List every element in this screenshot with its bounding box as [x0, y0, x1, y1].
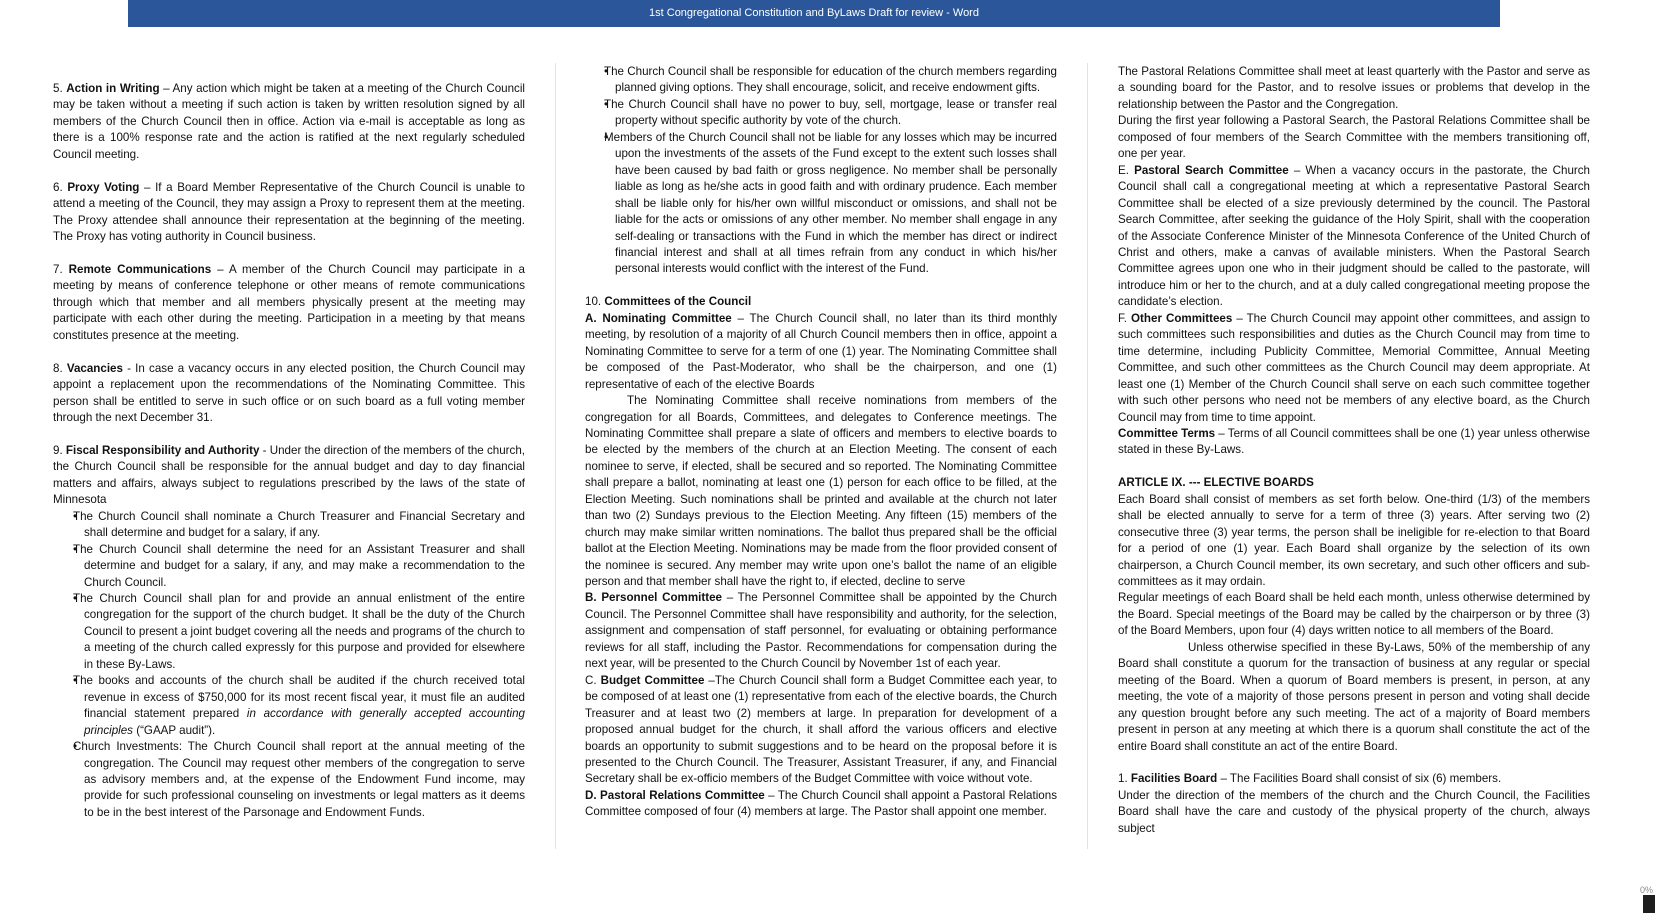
- section-number: 5.: [53, 82, 67, 95]
- committee-b: [585, 590, 1057, 672]
- section-text: – If a Board Member Representative of the Church Council is unable to attend a meeting of the Council, they may assign a Proxy to represent them at the meeting. The Proxy attendee shall announce their representation at the beginning of the meeting. The Proxy has voting authority in Council business.: [53, 180, 526, 244]
- section-text: - In case a vacancy occurs in any elected position, the Church Council may appoint a replacement upon the recommendations of the Nominating Committee. This person shall be entitled to serve in such office or on such board as a full voting member through the next December 31.: [53, 361, 525, 425]
- nominating-paragraph: The Nominating Committee shall receive nominations from members of the congregation for all Boards, Committees, and delegates to Conference meetings. The Nominating Committee shall prepare a slate of officers and members to elective boards to be elected by the members of the church at an Election Meeting. The consent of each nominee to serve, if elected, shall be secured and so reported. The Nominating Committee shall prepare a ballot, nominating at least one (1) person for each office to be filled, at the Election Meeting. Such nominations shall be printed and available at the church not later than two (2) Sundays previous to the Election Meeting. Any fifteen (15) members of the church may make similar written nominations. The ballot thus prepared shall be the official ballot at the Election Meeting. Nominations may be made from the floor provided consent of the nominee is secured. Any member may write upon one’s ballot the name of an eligible person and that member shall have the right to, if elected, decline to serve: [585, 394, 1057, 589]
- section-text: – The Facilities Board shall consist of six (6) members.: [1217, 772, 1502, 786]
- item-heading: Nominating Committee: [602, 311, 732, 325]
- item-heading: Committee Terms: [1118, 426, 1216, 440]
- item-text: – The Church Council shall appoint a Pastoral Relations Committee composed of four (4) members at large. The Pastor shall appoint one member.: [585, 788, 1057, 819]
- audit-text: The books and accounts of the church shall be audited if the church received total revenue in excess of $750,000 for its most recent fiscal year, it must file an audited financial statement prepared: [73, 674, 525, 721]
- item-heading: Pastoral Search Committee: [1134, 163, 1289, 177]
- list-item: • The Church Council shall have no power to buy, sell, mortgage, lease or transfer real property without specific authority by vote of the church.: [585, 97, 1057, 130]
- item-letter: D.: [585, 788, 601, 802]
- section-heading: Action in Writing: [66, 82, 160, 95]
- section-heading: Proxy Voting: [67, 180, 140, 194]
- section-number: 1.: [1118, 772, 1131, 786]
- title-bar: [128, 0, 1500, 27]
- list-item: • Church Investments: The Church Council shall report at the annual meeting of the congregation. The Council may request other members of the congregation to serve as advisory members and, at the expense of the Endowment Fund income, may provide for such professional counseling on investments or legal matters as it deems to be in the best interest of the Parsonage and Endowment Funds.: [53, 739, 525, 821]
- item-heading: Budget Committee: [600, 673, 705, 687]
- section-text: – A member of the Church Council may participate in a meeting by means of conference telephone or other means of remote communications through which that member and all members physically present at the meeting may participate with each other during the meeting. Participation in a meeting by that means constitutes presence at the meeting.: [53, 262, 526, 342]
- document-column-1: [53, 81, 525, 821]
- item-letter: B.: [585, 591, 602, 605]
- section-6: [53, 180, 525, 246]
- section-heading: Committees of the Council: [604, 295, 752, 309]
- section-number: 10.: [585, 295, 605, 309]
- boards-paragraph: Under the direction of the members of the church and the Church Council, the Facilities Board shall have the care and custody of the physical property of the church, always subject: [1118, 788, 1590, 835]
- item-letter: F.: [1118, 311, 1132, 325]
- column-divider: [1087, 63, 1088, 849]
- item-text: – The Personnel Committee shall be appointed by the Church Council. The Personnel Committee shall have responsibility and authority, for the selection, assignment and compensation of staff personnel, for evaluating or obtaining performance reviews for all staff, including the Pastor. Recommendations for compensation during the next year, will be presented to the Church Council by November 1st of each year.: [585, 591, 1057, 671]
- fiscal-bullet-list: [53, 509, 525, 822]
- section-7: [53, 262, 525, 344]
- section-8: [53, 361, 525, 427]
- list-item: • The Church Council shall determine the need for an Assistant Treasurer and shall determine and budget for a salary, if any, and may make a recommendation to the Church Council.: [53, 542, 525, 591]
- status-bar-corner: [1643, 895, 1655, 913]
- article-heading: [1118, 475, 1590, 491]
- committee-f: [1118, 311, 1590, 426]
- section-heading: Vacancies: [66, 361, 123, 375]
- document-column-2: [585, 64, 1057, 821]
- section-9: [53, 443, 525, 509]
- committee-d: [585, 788, 1057, 821]
- item-letter: A.: [585, 311, 603, 325]
- boards-paragraph: Unless otherwise specified in these By-Laws, 50% of the membership of any Board shall constitute a quorum for the transaction of business at any regular or special meeting of the Board. When a quorum of Board members is present, in person, at any meeting, the vote of a majority of those persons present in person and voting shall decide any question brought before any such meeting. The act of a majority of Board members present in person at any meeting at which there is a quorum shall constitute the act of the entire Board shall constitute an act of the entire Board.: [1118, 640, 1590, 753]
- committee-e: [1118, 163, 1590, 311]
- pastoral-paragraph: During the first year following a Pastoral Search, the Pastoral Relations Committee shall be composed of four members of the Search Committee with the members transitioning off, one per year.: [1118, 114, 1590, 161]
- item-heading: Personnel Committee: [601, 591, 722, 605]
- section-heading: Remote Communications: [68, 262, 212, 276]
- list-item: • Members of the Church Council shall not be liable for any losses which may be incurred upon the investments of the assets of the Fund except to the extent such losses shall have been caused by bad faith or gross negligence. No member shall be personally liable as long as he/she acts in good faith and with ordinary prudence. Each member shall be liable only for his/her own willful misconduct or omissions, and shall not be liable for the acts or omissions of any other member. No member shall engage in any self-dealing or transactions with the Fund in which the member has direct or indirect financial interest and shall at all times refrain from any conduct in which his/her personal interests would conflict with the interest of the Fund.: [585, 130, 1057, 278]
- article-title: ARTICLE IX. --- ELECTIVE BOARDS: [1118, 476, 1314, 490]
- section-number: 8.: [53, 361, 67, 375]
- boards-paragraph: Regular meetings of each Board shall be held each month, unless otherwise determined by the Board. Special meetings of the Board may be called by the chairperson or by three (3) of the Board Members, upon four (4) days written notice to all members of the Board.: [1118, 591, 1590, 638]
- item-letter: C.: [585, 673, 601, 687]
- item-text: –The Church Council shall form a Budget Committee each year, to be composed of at least one (1) representative from each of the elective boards, the Church Treasurer and at least two (2) members at large. In preparation for development of a proposed annual budget for the church, it shall afford the various officers and elective boards an opportunity to submit suggestions and to be heard on the proposal before it is presented to the Church Council. The Treasurer, Assistant Treasurer, if any, and Financial Secretary shall be ex-officio members of the Budget Committee with voice without vote.: [585, 673, 1057, 786]
- item-text: – Terms of all Council committees shall be one (1) year unless otherwise stated in these By-Laws.: [1118, 426, 1590, 457]
- council-bullet-list: [585, 64, 1057, 278]
- item-letter: E.: [1118, 163, 1135, 177]
- board-1: [1118, 771, 1590, 787]
- section-text: – Any action which might be taken at a meeting of the Church Council may be taken without a meeting if such action is taken by written resolution signed by all members of the Church Council then in office. Action via e-mail is acceptable as long as there is a 100% response rate and the action is ratified at the next regularly scheduled Council meeting.: [53, 82, 526, 161]
- audit-italic-text: in accordance with generally accepted accounting principles: [84, 707, 525, 737]
- list-item: [53, 673, 525, 739]
- item-text: – The Church Council shall, no later than its third monthly meeting, by resolution of a majority of all Church Council members then in office, appoint a Nominating Committee to serve for a term of one (1) year. The Nominating Committee shall be composed of the Past-Moderator, who shall be the chairperson, and one (1) representative of each of the elective Boards: [585, 311, 1057, 391]
- document-column-3: [1118, 64, 1590, 837]
- list-item: • The Church Council shall be responsible for education of the church members regarding planned giving options. They shall encourage, solicit, and receive endowment gifts.: [585, 64, 1057, 97]
- section-number: 9.: [53, 443, 66, 457]
- column-divider: [555, 63, 556, 849]
- item-heading: Pastoral Relations Committee: [600, 788, 765, 802]
- committee-terms: [1118, 426, 1590, 459]
- list-item: • The Church Council shall plan for and provide an annual enlistment of the entire congregation for the support of the church budget. It shall be the duty of the Church Council to present a joint budget covering all the needs and programs of the church to a meeting of the church called expressly for this purpose and provided for elsewhere in these By-Laws.: [53, 591, 525, 673]
- section-text: - Under the direction of the members of the church, the Church Council shall be responsible for the annual budget and day to day financial matters and affairs, always subject to regulations prescribed by the laws of the state of Minnesota: [53, 443, 525, 507]
- pastoral-paragraph: The Pastoral Relations Committee shall meet at least quarterly with the Pastor and serve as a sounding board for the Pastor, and to resolve issues or problems that develop in the relationship between the Pastor and the Congregation.: [1118, 65, 1590, 111]
- section-heading: Fiscal Responsibility and Authority: [65, 443, 260, 457]
- item-text: – The Church Council may appoint other committees, and assign to such committees such responsibilities and duties as the Church Council may from time to time determine, including Publicity Committee, Memorial Committee, Annual Meeting Committee, and such other committees as the Church Council may deem appropriate. At least one (1) Member of the Church Council shall serve on each such committee together with such other persons who need not be members of any elective board, as the Church Council may from time to time appoint.: [1118, 311, 1591, 424]
- window-title: 1st Congregational Constitution and ByLaws Draft for review - Word: [649, 7, 979, 19]
- section-number: 7.: [53, 262, 69, 276]
- list-item: • The Church Council shall nominate a Church Treasurer and Financial Secretary and shall determine and budget for a salary, if any.: [53, 509, 525, 542]
- committee-c: [585, 673, 1057, 788]
- item-text: – When a vacancy occurs in the pastorate, the Church Council shall call a congregational meeting at which a representative Pastoral Search Committee shall be elected of a size previously determined by the council. The Pastoral Search Committee, after seeking the guidance of the Holy Spirit, shall with the cooperation of the Associate Conference Minister of the Minnesota Conference of the United Church of Christ and others, make a canvas of available ministers. When the Pastoral Search Committee agrees upon one who in their judgment should be called to the pastorate, will introduce him or her to the church, and at a duly called congregational meeting propose the candidate’s election.: [1118, 163, 1591, 309]
- section-number: 6.: [53, 180, 68, 194]
- section-10: [585, 294, 1057, 310]
- section-heading: Facilities Board: [1130, 772, 1218, 786]
- item-heading: Other Committees: [1131, 311, 1233, 325]
- audit-text: (“GAAP audit”).: [132, 723, 216, 737]
- committee-a: [585, 311, 1057, 393]
- section-5: [53, 81, 525, 163]
- zoom-indicator[interactable]: 0%: [1639, 885, 1653, 895]
- boards-paragraph: Each Board shall consist of members as set forth below. One-third (1/3) of the members shall be elected annually to serve for a term of three (3) years. After serving two (2) consecutive three (3) year terms, the person shall be ineligible for re-election to that Board for a period of one (1) year. Each Board shall organize by the selection of its own chairperson, a Church Council member, its own secretary, and such other officers and sub-committees as it may ordain.: [1118, 492, 1590, 589]
